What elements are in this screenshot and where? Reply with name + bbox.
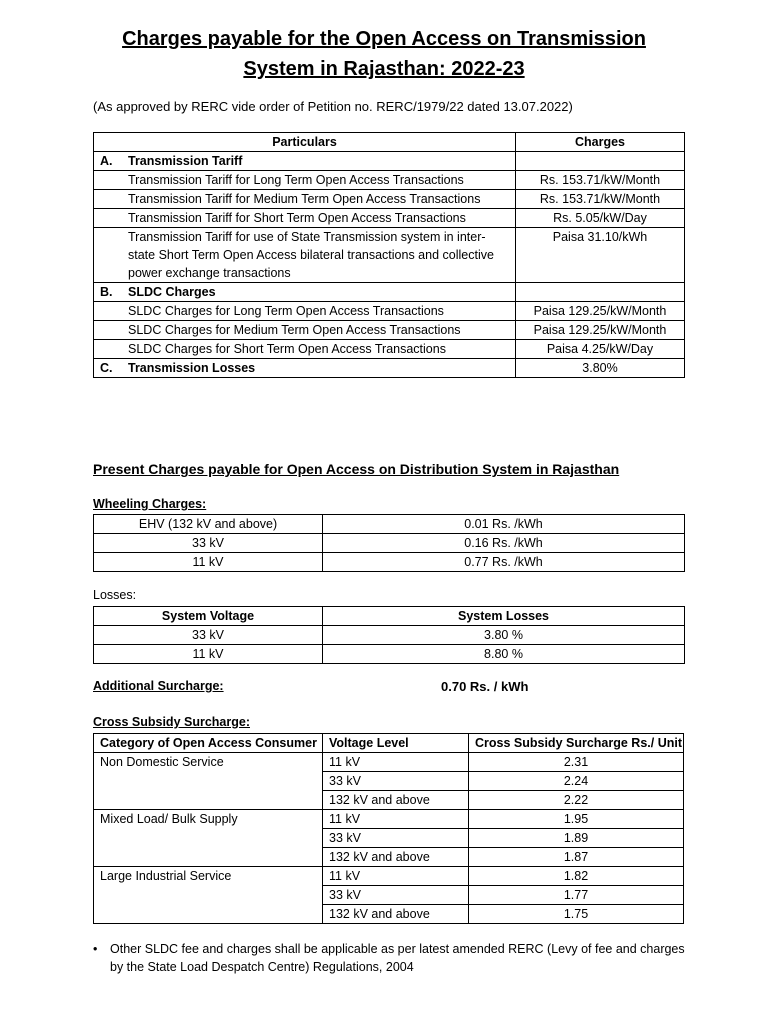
charge-cell: Paisa 4.25/kW/Day bbox=[516, 340, 685, 359]
table-row bbox=[94, 321, 685, 340]
section-label: C. bbox=[100, 361, 113, 375]
section-row-c bbox=[94, 359, 685, 378]
section-label: A. bbox=[100, 154, 113, 168]
voltage-cell: 33 kV bbox=[323, 772, 469, 791]
table-row bbox=[94, 791, 684, 810]
table-header-row bbox=[94, 133, 685, 152]
footnote bbox=[93, 940, 693, 976]
header-surcharge: Cross Subsidy Surcharge Rs./ Unit bbox=[469, 734, 684, 753]
category-cell: Non Domestic Service bbox=[94, 753, 323, 772]
table-row bbox=[94, 626, 685, 645]
title-line-1: Charges payable for the Open Access on Transmission bbox=[122, 28, 646, 50]
surcharge-cell: 2.22 bbox=[469, 791, 684, 810]
table-row bbox=[94, 228, 685, 283]
header-system-voltage: System Voltage bbox=[94, 607, 323, 626]
surcharge-cell: 1.89 bbox=[469, 829, 684, 848]
section-row-a bbox=[94, 152, 685, 171]
charge-cell: Rs. 153.71/kW/Month bbox=[516, 171, 685, 190]
additional-surcharge-value: 0.70 Rs. / kWh bbox=[441, 679, 529, 694]
particular-cell: SLDC Charges for Medium Term Open Access Transactions bbox=[94, 321, 516, 340]
voltage-cell: 132 kV and above bbox=[323, 905, 469, 924]
title-line-2: System in Rajasthan: 2022-23 bbox=[243, 58, 525, 80]
wheeling-charges-table bbox=[93, 514, 685, 572]
voltage-cell: EHV (132 kV and above) bbox=[94, 515, 323, 534]
charge-cell: 0.01 Rs. /kWh bbox=[323, 515, 685, 534]
surcharge-cell: 2.31 bbox=[469, 753, 684, 772]
losses-table bbox=[93, 606, 685, 664]
voltage-cell: 33 kV bbox=[323, 829, 469, 848]
header-particulars: Particulars bbox=[94, 133, 516, 152]
surcharge-cell: 2.24 bbox=[469, 772, 684, 791]
table-row bbox=[94, 753, 684, 772]
table-row bbox=[94, 645, 685, 664]
voltage-cell: 11 kV bbox=[323, 810, 469, 829]
voltage-cell: 33 kV bbox=[94, 626, 323, 645]
transmission-charges-table bbox=[93, 132, 685, 378]
particular-cell: Transmission Tariff for Long Term Open Access Transactions bbox=[94, 171, 516, 190]
voltage-cell: 11 kV bbox=[94, 553, 323, 572]
table-row bbox=[94, 190, 685, 209]
additional-surcharge-label: Additional Surcharge: bbox=[93, 679, 224, 693]
particular-cell: Transmission Tariff for Medium Term Open Access Transactions bbox=[94, 190, 516, 209]
charge-cell: Paisa 31.10/kWh bbox=[516, 228, 685, 283]
surcharge-cell: 1.95 bbox=[469, 810, 684, 829]
charge-cell: Rs. 153.71/kW/Month bbox=[516, 190, 685, 209]
bullet-icon: • bbox=[93, 942, 98, 956]
loss-cell: 8.80 % bbox=[323, 645, 685, 664]
section-title: Transmission Losses bbox=[128, 361, 256, 375]
table-row bbox=[94, 340, 685, 359]
surcharge-cell: 1.75 bbox=[469, 905, 684, 924]
charge-cell: Rs. 5.05/kW/Day bbox=[516, 209, 685, 228]
loss-cell: 3.80 % bbox=[323, 626, 685, 645]
section-title: Transmission Tariff bbox=[128, 154, 243, 168]
table-header-row bbox=[94, 607, 685, 626]
charge-cell: 0.16 Rs. /kWh bbox=[323, 534, 685, 553]
table-row bbox=[94, 905, 684, 924]
section-row-b bbox=[94, 283, 685, 302]
page-title bbox=[0, 24, 768, 84]
table-row bbox=[94, 772, 684, 791]
particular-cell: Transmission Tariff for Short Term Open Access Transactions bbox=[94, 209, 516, 228]
table-row bbox=[94, 829, 684, 848]
table-row bbox=[94, 302, 685, 321]
voltage-cell: 33 kV bbox=[323, 886, 469, 905]
particular-cell: SLDC Charges for Long Term Open Access Transactions bbox=[94, 302, 516, 321]
voltage-cell: 11 kV bbox=[323, 867, 469, 886]
table-row bbox=[94, 515, 685, 534]
wheeling-label: Wheeling Charges: bbox=[93, 497, 207, 511]
table-row bbox=[94, 848, 684, 867]
voltage-cell: 11 kV bbox=[94, 645, 323, 664]
particular-cell: SLDC Charges for Short Term Open Access Transactions bbox=[94, 340, 516, 359]
charge-cell: 3.80% bbox=[516, 359, 685, 378]
header-charges: Charges bbox=[516, 133, 685, 152]
losses-label: Losses: bbox=[93, 588, 137, 602]
surcharge-cell: 1.87 bbox=[469, 848, 684, 867]
charge-cell: 0.77 Rs. /kWh bbox=[323, 553, 685, 572]
particular-cell: Transmission Tariff for use of State Transmission system in inter-state Short Term Open Access bilateral transactions and collective power exchange transactions bbox=[94, 228, 516, 283]
header-category: Category of Open Access Consumer bbox=[94, 734, 323, 753]
category-cell: Large Industrial Service bbox=[94, 867, 323, 886]
table-row bbox=[94, 171, 685, 190]
section-label: B. bbox=[100, 285, 113, 299]
distribution-heading: Present Charges payable for Open Access on Distribution System in Rajasthan bbox=[93, 461, 620, 477]
charge-cell: Paisa 129.25/kW/Month bbox=[516, 302, 685, 321]
voltage-cell: 33 kV bbox=[94, 534, 323, 553]
table-row bbox=[94, 209, 685, 228]
cross-subsidy-label: Cross Subsidy Surcharge: bbox=[93, 715, 250, 729]
section-title: SLDC Charges bbox=[128, 285, 216, 299]
voltage-cell: 132 kV and above bbox=[323, 791, 469, 810]
approval-note: (As approved by RERC vide order of Petition no. RERC/1979/22 dated 13.07.2022) bbox=[93, 99, 573, 114]
voltage-cell: 132 kV and above bbox=[323, 848, 469, 867]
cross-subsidy-table bbox=[93, 733, 684, 924]
table-row bbox=[94, 886, 684, 905]
table-row bbox=[94, 534, 685, 553]
charge-cell: Paisa 129.25/kW/Month bbox=[516, 321, 685, 340]
footnote-text: Other SLDC fee and charges shall be applicable as per latest amended RERC (Levy of fee and charges by the State Load Despatch Centre) Regulations, 2004 bbox=[110, 942, 685, 974]
table-header-row bbox=[94, 734, 684, 753]
header-system-losses: System Losses bbox=[323, 607, 685, 626]
table-row bbox=[94, 810, 684, 829]
header-voltage-level: Voltage Level bbox=[323, 734, 469, 753]
table-row bbox=[94, 867, 684, 886]
voltage-cell: 11 kV bbox=[323, 753, 469, 772]
surcharge-cell: 1.77 bbox=[469, 886, 684, 905]
table-row bbox=[94, 553, 685, 572]
surcharge-cell: 1.82 bbox=[469, 867, 684, 886]
category-cell: Mixed Load/ Bulk Supply bbox=[94, 810, 323, 829]
